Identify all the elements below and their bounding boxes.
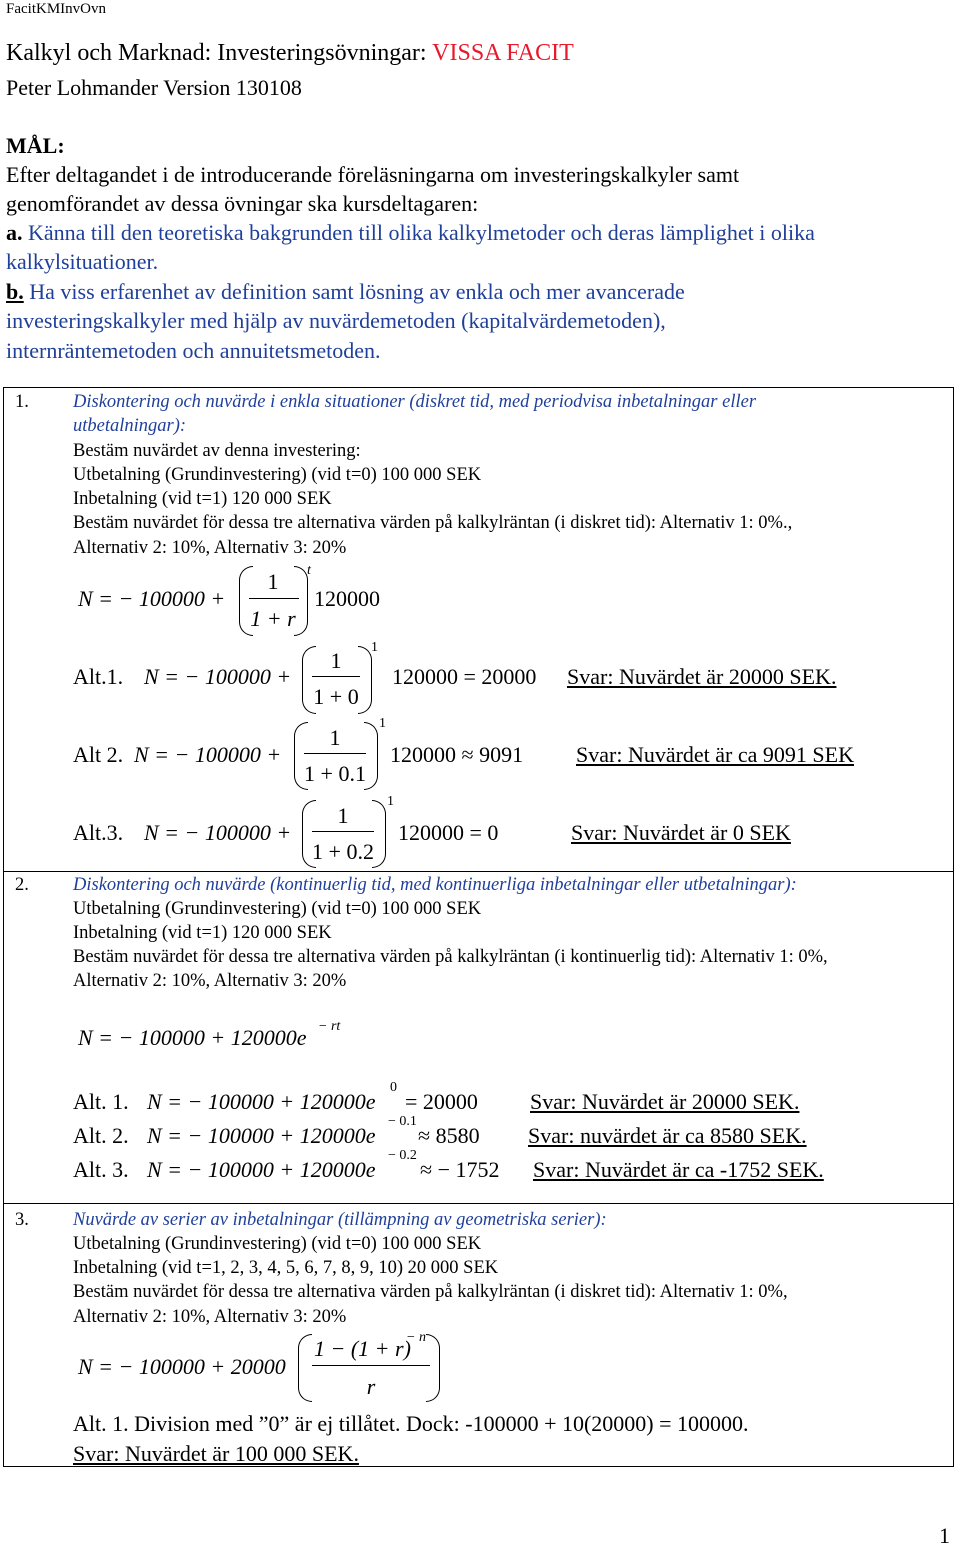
title-main: Kalkyl och Marknad: Investeringsövningar: <box>6 40 433 66</box>
goal-a <box>6 218 815 248</box>
answer: Svar: Nuvärdet är 20000 SEK. <box>567 664 837 689</box>
exercise-1-line: Inbetalning (vid t=1) 120 000 SEK <box>73 489 332 509</box>
answer: Svar: Nuvärdet är 0 SEK <box>571 820 791 845</box>
right-paren <box>294 566 308 636</box>
fraction-numerator: 1 <box>267 569 279 594</box>
exercise-1-heading-1: Diskontering och nuvärde i enkla situationer (diskret tid, med periodvisa inbetalningar eller <box>73 392 757 412</box>
page-number: 1 <box>939 1523 950 1548</box>
exercise-1-line: Bestäm nuvärdet för dessa tre alternativa värden på kalkylräntan (i diskret tid): Alternativ 1: 0%., <box>73 513 793 533</box>
goals-intro-2: genomförandet av dessa övningar ska kursdeltagaren: <box>6 191 479 216</box>
exercise-3-line: Inbetalning (vid t=1, 2, 3, 4, 5, 6, 7, 8, 9, 10) 20 000 SEK <box>73 1258 499 1278</box>
fraction-numerator: 1 − (1 + r) <box>314 1336 411 1361</box>
exponent: 1 <box>379 716 386 731</box>
goals-intro-1: Efter deltagandet i de introducerande föreläsningarna om investeringskalkyler samt <box>6 162 740 187</box>
right-paren <box>364 722 378 790</box>
exponent: 0 <box>390 1080 397 1095</box>
exercise-3-line: Bestäm nuvärdet för dessa tre alternativa värden på kalkylräntan (i diskret tid): Alternativ 1: 0%, <box>73 1282 788 1302</box>
fraction-denominator: r <box>366 1374 376 1399</box>
exercise-3-line: Alternativ 2: 10%, Alternativ 3: 20% <box>73 1307 347 1327</box>
exercise-2-heading: Diskontering och nuvärde (kontinuerlig tid, med kontinuerliga inbetalningar eller utbetalningar): <box>73 875 797 895</box>
answer: Svar: nuvärdet är ca 8580 SEK. <box>528 1123 807 1148</box>
exercise-1-heading-2: utbetalningar): <box>73 416 187 436</box>
exercise-1-line: Utbetalning (Grundinvestering) (vid t=0) 100 000 SEK <box>73 465 482 485</box>
exercise-2-line: Bestäm nuvärdet för dessa tre alternativa värden på kalkylräntan (i kontinuerlig tid): Alternativ 1: 0%, <box>73 947 828 967</box>
exercise-2-line: Inbetalning (vid t=1) 120 000 SEK <box>73 923 332 943</box>
exponent: t <box>307 563 311 578</box>
goals-heading: MÅL: <box>6 133 65 158</box>
exercise-1-line: Bestäm nuvärdet av denna investering: <box>73 441 361 461</box>
fraction-bar <box>312 1365 430 1366</box>
document-filename: FacitKMInvOvn <box>6 1 106 17</box>
title-highlight: VISSA FACIT <box>432 40 574 66</box>
divider <box>3 1203 954 1204</box>
goal-a-label: a. <box>6 220 23 245</box>
exercise-2-number: 2. <box>15 875 29 895</box>
fraction-bar <box>304 753 366 754</box>
fraction-bar <box>312 831 374 832</box>
exercise-3-alt-1: Alt. 1. Division med ”0” är ej tillåtet. Dock: -100000 + 10(20000) = 100000. <box>73 1411 749 1436</box>
fraction-denominator: 1 + r <box>250 606 296 631</box>
exercise-2-line: Alternativ 2: 10%, Alternativ 3: 20% <box>73 971 347 991</box>
answer: Svar: Nuvärdet är 100 000 SEK. <box>73 1441 359 1466</box>
fraction-bar <box>249 598 299 599</box>
answer: Svar: Nuvärdet är ca 9091 SEK <box>576 742 854 767</box>
page-title <box>6 40 574 67</box>
answer: Svar: Nuvärdet är ca -1752 SEK. <box>533 1157 824 1182</box>
exercise-1-number: 1. <box>15 392 29 412</box>
left-paren <box>298 1334 312 1402</box>
exercise-3-heading: Nuvärde av serier av inbetalningar (tillämpning av geometriska serier): <box>73 1210 607 1230</box>
page-subtitle: Peter Lohmander Version 130108 <box>6 75 302 100</box>
goal-b-text-3: internräntemetoden och annuitetsmetoden. <box>6 338 381 363</box>
exercise-3-number: 3. <box>15 1210 29 1230</box>
goal-b-text-2: investeringskalkyler med hjälp av nuvärdemetoden (kapitalvärdemetoden), <box>6 308 666 333</box>
exponent: 1 <box>371 640 378 655</box>
exponent: − 0.1 <box>388 1114 417 1129</box>
goal-b-label: b. <box>6 279 24 304</box>
right-paren <box>358 646 372 714</box>
right-paren <box>372 800 386 868</box>
fraction-bar <box>312 676 360 677</box>
exponent: − n <box>406 1330 426 1345</box>
divider <box>3 871 954 872</box>
exercise-1-line: Alternativ 2: 10%, Alternativ 3: 20% <box>73 538 347 558</box>
goal-b <box>6 277 685 307</box>
exponent: − 0.2 <box>388 1148 417 1163</box>
exercise-2-line: Utbetalning (Grundinvestering) (vid t=0) 100 000 SEK <box>73 899 482 919</box>
answer: Svar: Nuvärdet är 20000 SEK. <box>530 1089 800 1114</box>
goal-a-text-2: kalkylsituationer. <box>6 249 159 274</box>
exercise-3-line: Utbetalning (Grundinvestering) (vid t=0) 100 000 SEK <box>73 1234 482 1254</box>
exponent: 1 <box>387 794 394 809</box>
exponent: − rt <box>318 1019 341 1034</box>
goal-a-text-1: Känna till den teoretiska bakgrunden till olika kalkylmetoder och deras lämplighet i olika <box>22 220 815 245</box>
goal-b-text-1: Ha viss erfarenhet av definition samt lösning av enkla och mer avancerade <box>23 279 685 304</box>
right-paren <box>426 1334 440 1402</box>
